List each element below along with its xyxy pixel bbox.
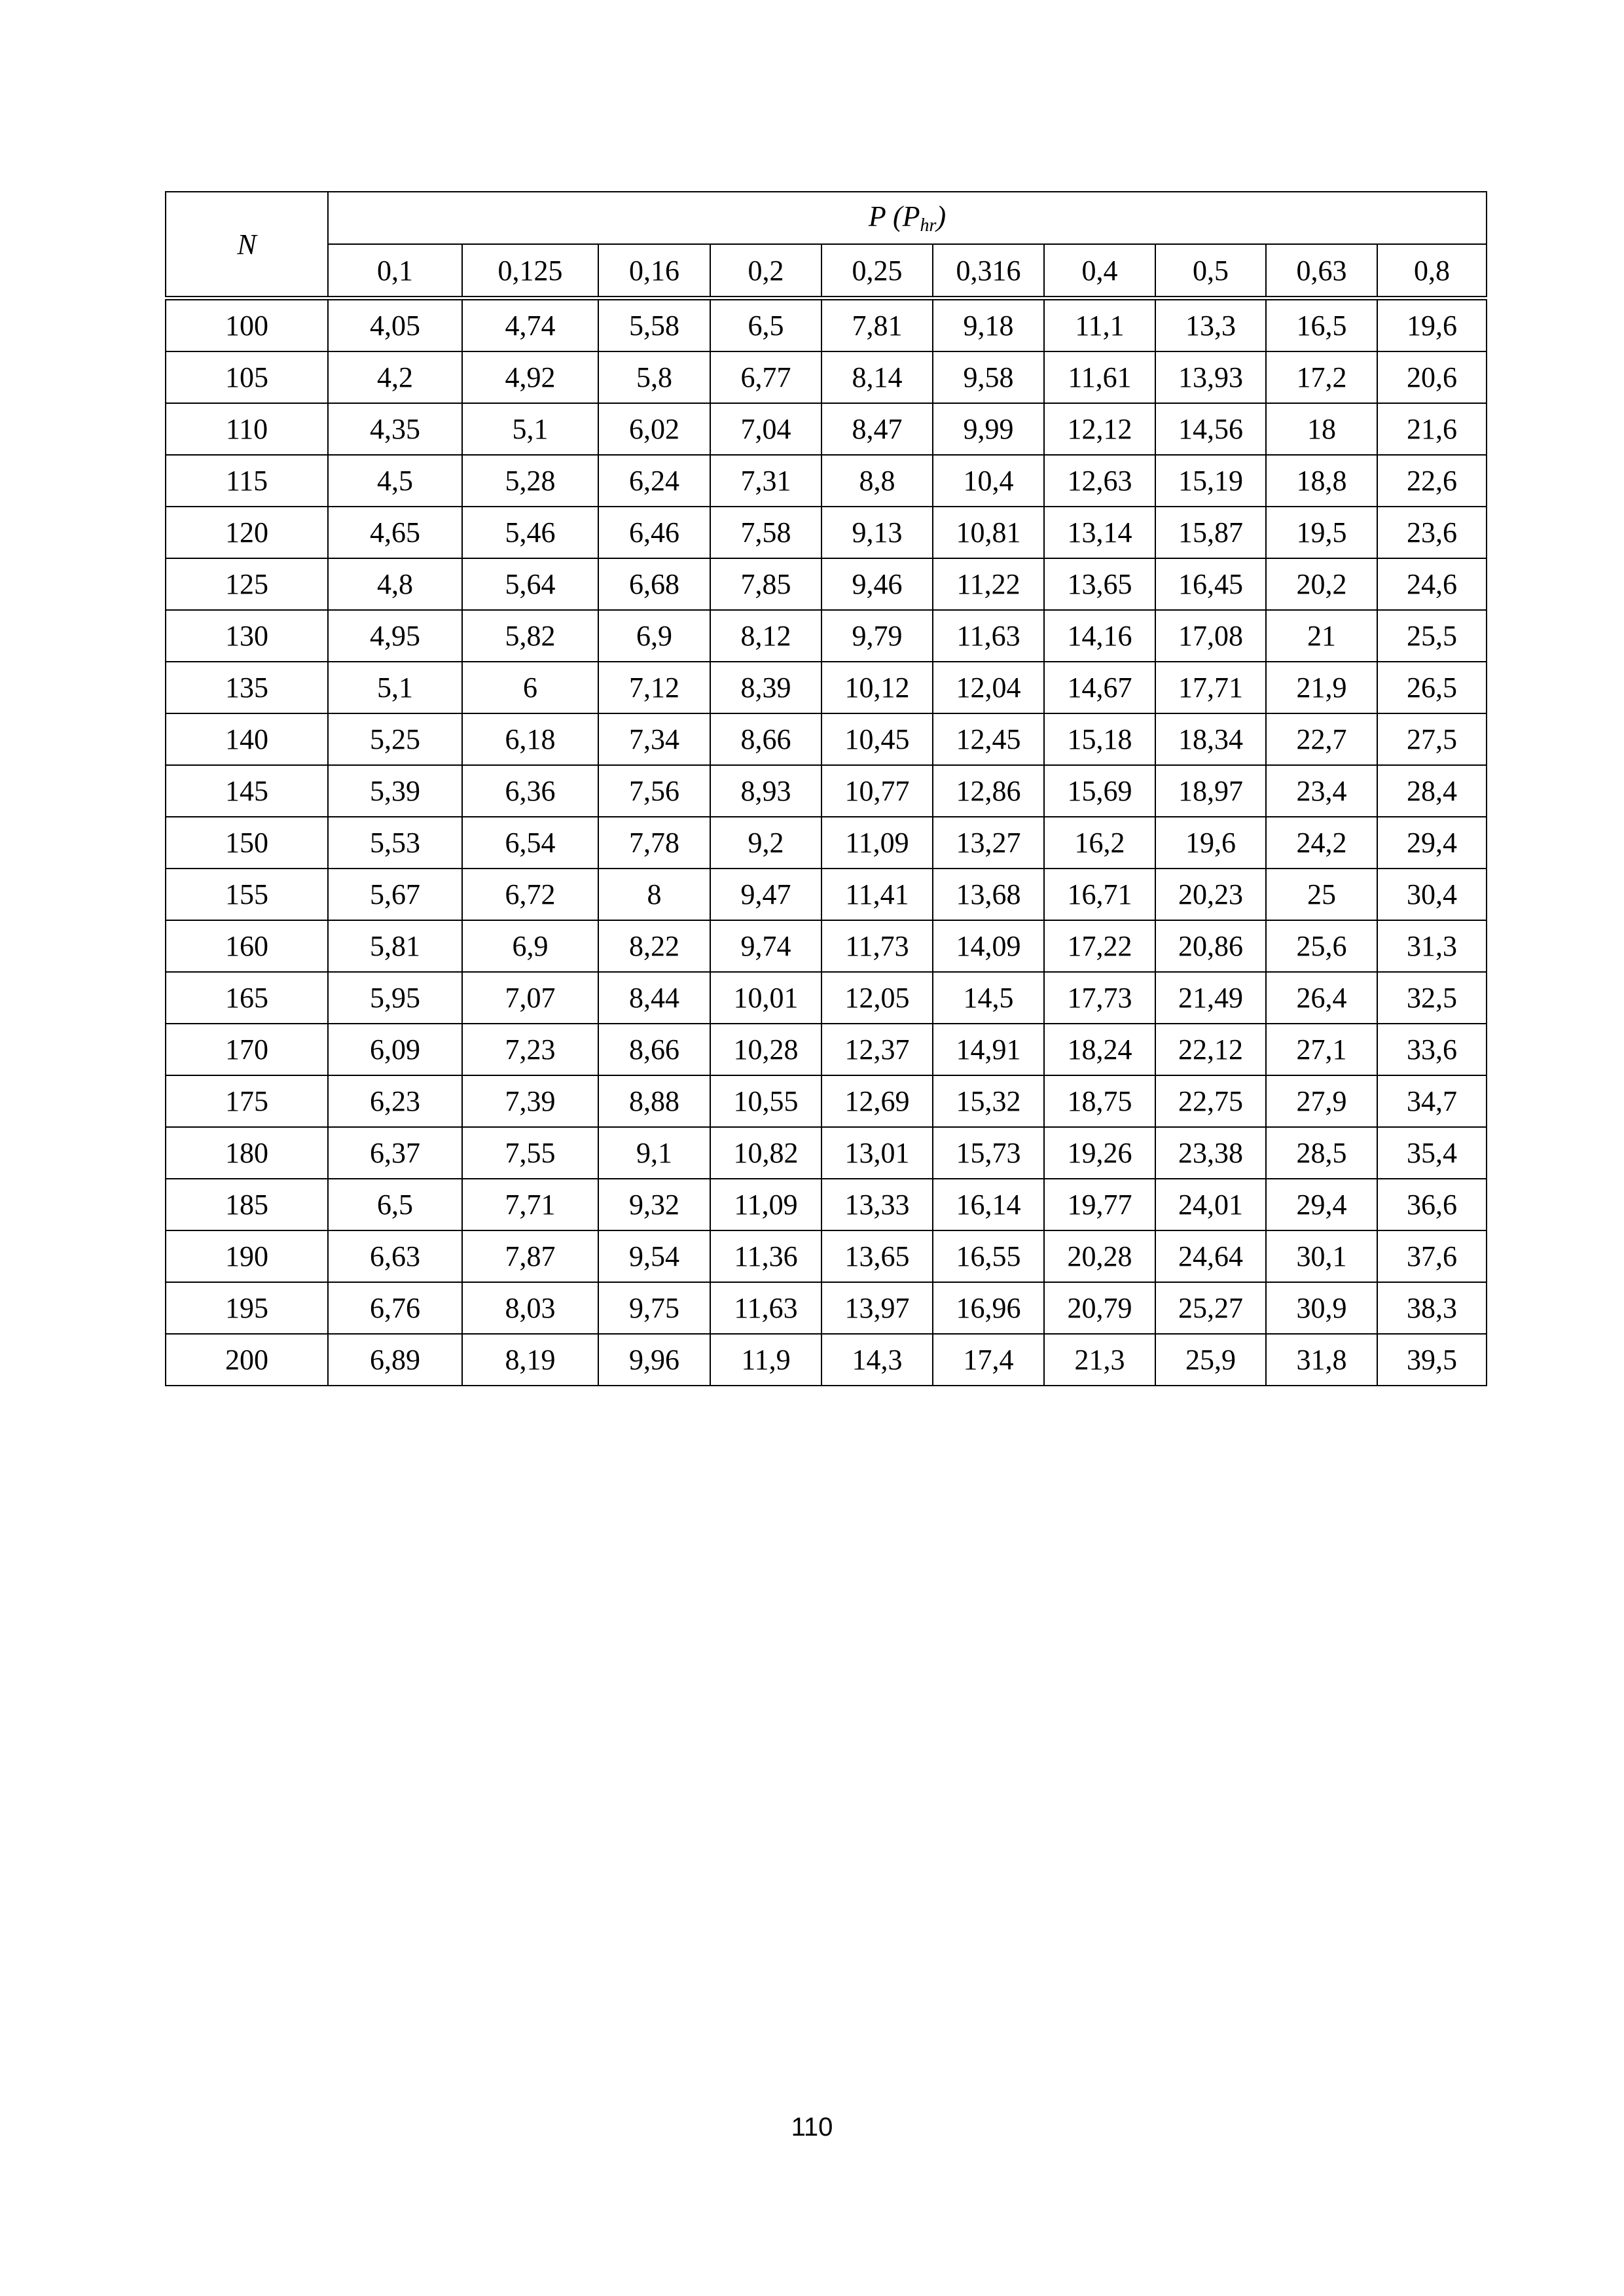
- table-cell: 17,2: [1266, 351, 1377, 403]
- table-cell: 15,18: [1044, 713, 1155, 765]
- table-cell: 21,6: [1377, 403, 1487, 455]
- table-cell: 33,6: [1377, 1024, 1487, 1075]
- table-cell: 19,6: [1377, 298, 1487, 352]
- table-cell: 11,61: [1044, 351, 1155, 403]
- table-cell: 13,3: [1155, 298, 1266, 352]
- table-cell: 8,14: [821, 351, 933, 403]
- row-header-n: N: [166, 192, 328, 298]
- table-cell: 19,77: [1044, 1179, 1155, 1230]
- table-cell: 6,68: [598, 558, 710, 610]
- table-cell: 21,3: [1044, 1334, 1155, 1386]
- table-cell: 12,45: [933, 713, 1044, 765]
- table-cell: 30,1: [1266, 1230, 1377, 1282]
- row-label-n: 155: [166, 869, 328, 920]
- table-cell: 4,65: [328, 507, 462, 558]
- table-cell: 7,81: [821, 298, 933, 352]
- table-cell: 4,95: [328, 610, 462, 662]
- table-cell: 17,73: [1044, 972, 1155, 1024]
- table-cell: 29,4: [1266, 1179, 1377, 1230]
- table-cell: 6,77: [710, 351, 821, 403]
- table-cell: 12,69: [821, 1075, 933, 1127]
- table-cell: 8,22: [598, 920, 710, 972]
- table-cell: 13,68: [933, 869, 1044, 920]
- table-row: [166, 455, 1487, 507]
- table-body: [166, 298, 1487, 1386]
- column-header: 0,25: [821, 244, 933, 298]
- row-label-n: 185: [166, 1179, 328, 1230]
- column-header: 0,8: [1377, 244, 1487, 298]
- table-cell: 14,09: [933, 920, 1044, 972]
- page-number: 110: [791, 2113, 833, 2142]
- table-cell: 6,9: [598, 610, 710, 662]
- row-label-n: 150: [166, 817, 328, 869]
- table-cell: 5,81: [328, 920, 462, 972]
- table-cell: 31,8: [1266, 1334, 1377, 1386]
- row-label-n: 105: [166, 351, 328, 403]
- table-cell: 12,63: [1044, 455, 1155, 507]
- table-cell: 12,37: [821, 1024, 933, 1075]
- table-row: [166, 765, 1487, 817]
- table-row: [166, 920, 1487, 972]
- table-cell: 6,76: [328, 1282, 462, 1334]
- table-row: [166, 558, 1487, 610]
- table-cell: 6,02: [598, 403, 710, 455]
- table-cell: 24,2: [1266, 817, 1377, 869]
- table-cell: 11,63: [710, 1282, 821, 1334]
- table-cell: 7,31: [710, 455, 821, 507]
- table-cell: 17,71: [1155, 662, 1266, 713]
- table-cell: 20,6: [1377, 351, 1487, 403]
- table-cell: 8,39: [710, 662, 821, 713]
- table-cell: 14,91: [933, 1024, 1044, 1075]
- table-cell: 6,46: [598, 507, 710, 558]
- table-cell: 14,5: [933, 972, 1044, 1024]
- table-cell: 25,6: [1266, 920, 1377, 972]
- table-cell: 16,71: [1044, 869, 1155, 920]
- row-label-n: 135: [166, 662, 328, 713]
- table-cell: 9,18: [933, 298, 1044, 352]
- table-cell: 13,65: [1044, 558, 1155, 610]
- table-row: [166, 351, 1487, 403]
- table-cell: 21,9: [1266, 662, 1377, 713]
- table-cell: 27,9: [1266, 1075, 1377, 1127]
- row-label-n: 160: [166, 920, 328, 972]
- table-cell: 5,82: [462, 610, 598, 662]
- row-label-n: 190: [166, 1230, 328, 1282]
- table-cell: 11,36: [710, 1230, 821, 1282]
- table-cell: 19,5: [1266, 507, 1377, 558]
- table-cell: 6,9: [462, 920, 598, 972]
- table-cell: 13,97: [821, 1282, 933, 1334]
- row-label-n: 140: [166, 713, 328, 765]
- table-cell: 9,13: [821, 507, 933, 558]
- table-cell: 14,3: [821, 1334, 933, 1386]
- table-cell: 4,35: [328, 403, 462, 455]
- table-cell: 15,32: [933, 1075, 1044, 1127]
- table-cell: 21,49: [1155, 972, 1266, 1024]
- table-cell: 12,04: [933, 662, 1044, 713]
- table-cell: 5,64: [462, 558, 598, 610]
- row-label-n: 130: [166, 610, 328, 662]
- table-cell: 23,6: [1377, 507, 1487, 558]
- table-cell: 16,96: [933, 1282, 1044, 1334]
- row-label-n: 165: [166, 972, 328, 1024]
- table-cell: 10,28: [710, 1024, 821, 1075]
- table-cell: 25,9: [1155, 1334, 1266, 1386]
- table-cell: 18,97: [1155, 765, 1266, 817]
- table-cell: 18,34: [1155, 713, 1266, 765]
- table-cell: 5,53: [328, 817, 462, 869]
- table-cell: 8,47: [821, 403, 933, 455]
- table-cell: 7,56: [598, 765, 710, 817]
- table-cell: 9,32: [598, 1179, 710, 1230]
- table-cell: 5,1: [462, 403, 598, 455]
- table-cell: 16,14: [933, 1179, 1044, 1230]
- table-cell: 28,4: [1377, 765, 1487, 817]
- table-cell: 7,04: [710, 403, 821, 455]
- table-cell: 8: [598, 869, 710, 920]
- table-cell: 26,4: [1266, 972, 1377, 1024]
- table-cell: 4,05: [328, 298, 462, 352]
- table-row: [166, 1334, 1487, 1386]
- table-cell: 22,6: [1377, 455, 1487, 507]
- table-cell: 19,26: [1044, 1127, 1155, 1179]
- table-cell: 15,69: [1044, 765, 1155, 817]
- table-cell: 5,95: [328, 972, 462, 1024]
- table-cell: 9,1: [598, 1127, 710, 1179]
- table-cell: 6: [462, 662, 598, 713]
- table-cell: 17,4: [933, 1334, 1044, 1386]
- table-row: [166, 817, 1487, 869]
- table-cell: 21: [1266, 610, 1377, 662]
- table-cell: 8,19: [462, 1334, 598, 1386]
- table-cell: 19,6: [1155, 817, 1266, 869]
- table-cell: 20,86: [1155, 920, 1266, 972]
- column-header: 0,5: [1155, 244, 1266, 298]
- table-cell: 12,86: [933, 765, 1044, 817]
- table-cell: 20,23: [1155, 869, 1266, 920]
- table-cell: 25,5: [1377, 610, 1487, 662]
- table-cell: 7,87: [462, 1230, 598, 1282]
- table-cell: 6,24: [598, 455, 710, 507]
- table-cell: 9,79: [821, 610, 933, 662]
- table-cell: 20,2: [1266, 558, 1377, 610]
- table-cell: 16,5: [1266, 298, 1377, 352]
- table-cell: 18,24: [1044, 1024, 1155, 1075]
- table-cell: 10,82: [710, 1127, 821, 1179]
- header-row-group: [166, 192, 1487, 244]
- table-cell: 6,89: [328, 1334, 462, 1386]
- table-cell: 11,22: [933, 558, 1044, 610]
- group-header-p: [328, 192, 1487, 244]
- table-cell: 9,75: [598, 1282, 710, 1334]
- table-cell: 32,5: [1377, 972, 1487, 1024]
- table-row: [166, 1230, 1487, 1282]
- table-cell: 5,1: [328, 662, 462, 713]
- table-cell: 28,5: [1266, 1127, 1377, 1179]
- table-cell: 5,58: [598, 298, 710, 352]
- table-cell: 7,39: [462, 1075, 598, 1127]
- table-row: [166, 507, 1487, 558]
- table-cell: 26,5: [1377, 662, 1487, 713]
- table-cell: 7,71: [462, 1179, 598, 1230]
- table-cell: 22,7: [1266, 713, 1377, 765]
- table-cell: 6,63: [328, 1230, 462, 1282]
- table-cell: 16,55: [933, 1230, 1044, 1282]
- column-header: 0,1: [328, 244, 462, 298]
- table-cell: 11,63: [933, 610, 1044, 662]
- table-cell: 10,12: [821, 662, 933, 713]
- table-cell: 10,45: [821, 713, 933, 765]
- table-cell: 18,8: [1266, 455, 1377, 507]
- table-cell: 14,56: [1155, 403, 1266, 455]
- table-row: [166, 713, 1487, 765]
- column-header: 0,4: [1044, 244, 1155, 298]
- table-cell: 9,46: [821, 558, 933, 610]
- table-cell: 7,12: [598, 662, 710, 713]
- table-cell: 11,73: [821, 920, 933, 972]
- row-label-n: 200: [166, 1334, 328, 1386]
- group-header-subscript: hr: [920, 215, 937, 236]
- table-cell: 23,4: [1266, 765, 1377, 817]
- table-cell: 5,28: [462, 455, 598, 507]
- table-cell: 7,78: [598, 817, 710, 869]
- column-header: 0,125: [462, 244, 598, 298]
- data-table: [165, 191, 1487, 1386]
- table-cell: 13,01: [821, 1127, 933, 1179]
- row-label-n: 125: [166, 558, 328, 610]
- table-row: [166, 1127, 1487, 1179]
- table-cell: 4,74: [462, 298, 598, 352]
- column-header-row: [166, 244, 1487, 298]
- table-cell: 8,66: [710, 713, 821, 765]
- table-cell: 18: [1266, 403, 1377, 455]
- table-cell: 15,73: [933, 1127, 1044, 1179]
- table-row: [166, 972, 1487, 1024]
- table-cell: 27,1: [1266, 1024, 1377, 1075]
- table-cell: 24,64: [1155, 1230, 1266, 1282]
- table-cell: 16,45: [1155, 558, 1266, 610]
- table-cell: 13,93: [1155, 351, 1266, 403]
- row-label-n: 180: [166, 1127, 328, 1179]
- table-cell: 10,55: [710, 1075, 821, 1127]
- table-cell: 4,8: [328, 558, 462, 610]
- table-cell: 6,54: [462, 817, 598, 869]
- table-cell: 9,54: [598, 1230, 710, 1282]
- table-cell: 9,47: [710, 869, 821, 920]
- table-cell: 14,67: [1044, 662, 1155, 713]
- table-cell: 9,99: [933, 403, 1044, 455]
- row-label-n: 110: [166, 403, 328, 455]
- table-cell: 24,6: [1377, 558, 1487, 610]
- table-cell: 22,12: [1155, 1024, 1266, 1075]
- table-row: [166, 662, 1487, 713]
- table-cell: 15,87: [1155, 507, 1266, 558]
- column-header: 0,16: [598, 244, 710, 298]
- table-cell: 4,2: [328, 351, 462, 403]
- table-cell: 36,6: [1377, 1179, 1487, 1230]
- table-cell: 37,6: [1377, 1230, 1487, 1282]
- table-cell: 11,1: [1044, 298, 1155, 352]
- table-cell: 4,92: [462, 351, 598, 403]
- table-cell: 12,05: [821, 972, 933, 1024]
- table-cell: 5,25: [328, 713, 462, 765]
- table-cell: 16,2: [1044, 817, 1155, 869]
- table-cell: 11,41: [821, 869, 933, 920]
- table-cell: 13,65: [821, 1230, 933, 1282]
- table-row: [166, 1024, 1487, 1075]
- table-cell: 11,09: [821, 817, 933, 869]
- table-cell: 12,12: [1044, 403, 1155, 455]
- table-cell: 20,28: [1044, 1230, 1155, 1282]
- table-cell: 6,18: [462, 713, 598, 765]
- row-label-n: 145: [166, 765, 328, 817]
- table-cell: 10,01: [710, 972, 821, 1024]
- table-cell: 11,9: [710, 1334, 821, 1386]
- table-cell: 4,5: [328, 455, 462, 507]
- table-cell: 17,22: [1044, 920, 1155, 972]
- table-cell: 15,19: [1155, 455, 1266, 507]
- group-header-symbol: P (P: [868, 200, 920, 232]
- table-cell: 13,14: [1044, 507, 1155, 558]
- table-cell: 6,37: [328, 1127, 462, 1179]
- table-cell: 31,3: [1377, 920, 1487, 972]
- table-row: [166, 869, 1487, 920]
- table-cell: 7,85: [710, 558, 821, 610]
- table-cell: 27,5: [1377, 713, 1487, 765]
- table-cell: 9,74: [710, 920, 821, 972]
- table-cell: 5,46: [462, 507, 598, 558]
- table-row: [166, 298, 1487, 352]
- table-cell: 30,9: [1266, 1282, 1377, 1334]
- table-cell: 8,88: [598, 1075, 710, 1127]
- table-row: [166, 403, 1487, 455]
- table-cell: 22,75: [1155, 1075, 1266, 1127]
- table-cell: 8,66: [598, 1024, 710, 1075]
- table-cell: 30,4: [1377, 869, 1487, 920]
- table-cell: 7,55: [462, 1127, 598, 1179]
- table-cell: 6,36: [462, 765, 598, 817]
- table-cell: 34,7: [1377, 1075, 1487, 1127]
- row-label-n: 195: [166, 1282, 328, 1334]
- table-cell: 6,5: [710, 298, 821, 352]
- table-cell: 7,34: [598, 713, 710, 765]
- row-label-n: 175: [166, 1075, 328, 1127]
- table-cell: 24,01: [1155, 1179, 1266, 1230]
- column-header: 0,2: [710, 244, 821, 298]
- table-cell: 10,77: [821, 765, 933, 817]
- table-cell: 5,8: [598, 351, 710, 403]
- table-cell: 25,27: [1155, 1282, 1266, 1334]
- table-cell: 23,38: [1155, 1127, 1266, 1179]
- row-label-n: 115: [166, 455, 328, 507]
- table-row: [166, 1282, 1487, 1334]
- column-header: 0,316: [933, 244, 1044, 298]
- table-cell: 13,27: [933, 817, 1044, 869]
- table-cell: 8,44: [598, 972, 710, 1024]
- row-label-n: 120: [166, 507, 328, 558]
- table-cell: 17,08: [1155, 610, 1266, 662]
- table-cell: 6,23: [328, 1075, 462, 1127]
- table-cell: 39,5: [1377, 1334, 1487, 1386]
- table-cell: 7,58: [710, 507, 821, 558]
- table-cell: 18,75: [1044, 1075, 1155, 1127]
- table-cell: 5,39: [328, 765, 462, 817]
- table-cell: 10,81: [933, 507, 1044, 558]
- table-cell: 25: [1266, 869, 1377, 920]
- table-row: [166, 610, 1487, 662]
- table-row: [166, 1075, 1487, 1127]
- table-cell: 5,67: [328, 869, 462, 920]
- table-cell: 38,3: [1377, 1282, 1487, 1334]
- group-header-close: ): [936, 200, 947, 232]
- row-label-n: 170: [166, 1024, 328, 1075]
- table-cell: 6,72: [462, 869, 598, 920]
- table-cell: 29,4: [1377, 817, 1487, 869]
- table-cell: 6,5: [328, 1179, 462, 1230]
- table-cell: 20,79: [1044, 1282, 1155, 1334]
- table-cell: 7,07: [462, 972, 598, 1024]
- table-cell: 13,33: [821, 1179, 933, 1230]
- table-cell: 35,4: [1377, 1127, 1487, 1179]
- table-cell: 11,09: [710, 1179, 821, 1230]
- table-row: [166, 1179, 1487, 1230]
- table-cell: 8,93: [710, 765, 821, 817]
- table-cell: 8,12: [710, 610, 821, 662]
- row-label-n: 100: [166, 298, 328, 352]
- table-cell: 8,03: [462, 1282, 598, 1334]
- table-cell: 9,2: [710, 817, 821, 869]
- table-cell: 9,58: [933, 351, 1044, 403]
- table-cell: 6,09: [328, 1024, 462, 1075]
- table-cell: 7,23: [462, 1024, 598, 1075]
- table-cell: 9,96: [598, 1334, 710, 1386]
- table-cell: 8,8: [821, 455, 933, 507]
- table-cell: 10,4: [933, 455, 1044, 507]
- table-cell: 14,16: [1044, 610, 1155, 662]
- column-header: 0,63: [1266, 244, 1377, 298]
